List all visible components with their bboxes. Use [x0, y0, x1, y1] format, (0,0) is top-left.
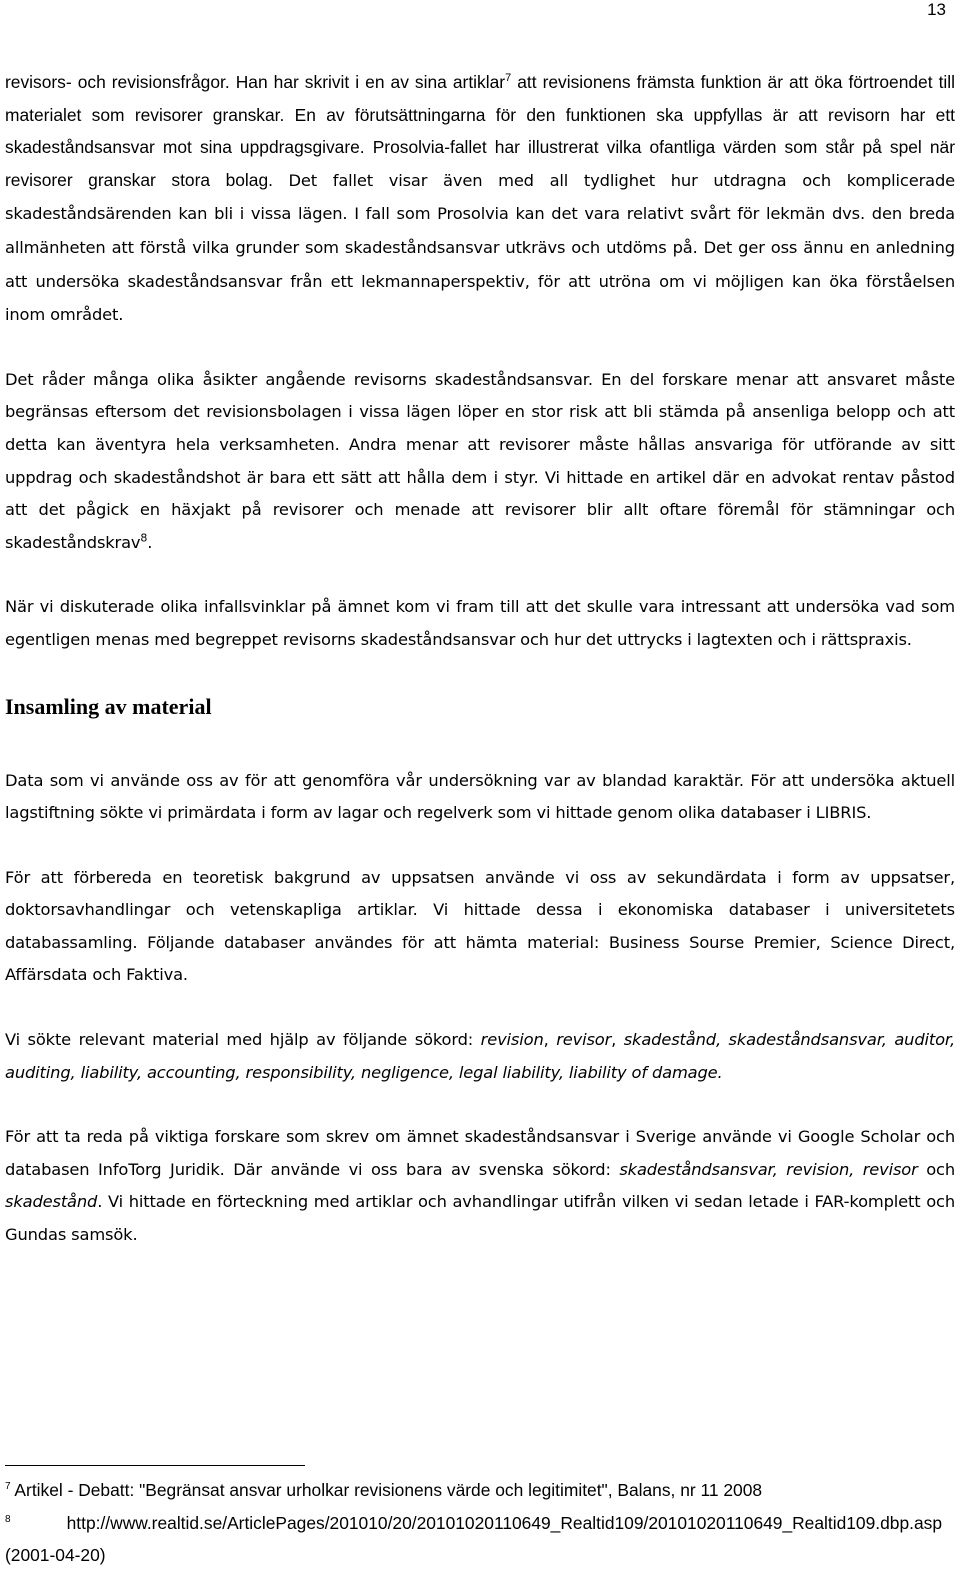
- document-body: [5, 66, 955, 1252]
- keyword-skadestand: skadestånd: [5, 1192, 98, 1212]
- paragraph-7-text-mid: och: [917, 1159, 956, 1179]
- keyword-list: skadestånd, skadeståndsansvar, auditor, auditing, liability, accounting, responsibility, negligence, legal liability, liability of damage.: [5, 1030, 955, 1082]
- swedish-keywords: skadeståndsansvar, revision, revisor: [619, 1159, 918, 1179]
- separator: ,: [543, 1030, 557, 1050]
- paragraph-4: Data som vi använde oss av för att genomföra vår undersökning var av blandad karaktär. För att undersöka aktuell lagstiftning sökte vi primärdata i form av lagar och regelverk som vi hittade genom olika databaser i LIBRIS.: [5, 770, 955, 823]
- page-number: 13: [927, 0, 946, 19]
- footnote-8: [5, 1507, 942, 1572]
- footnote-number: 7: [5, 1481, 11, 1493]
- paragraph-2: [5, 364, 955, 560]
- paragraph-7-text-b: . Vi hittade en förteckning med artiklar och avhandlingar utifrån vilken vi sedan letade i FAR-komplett och Gundas samsök.: [5, 1192, 955, 1245]
- keyword-revisor: revisor: [556, 1030, 612, 1050]
- footnote-text: http://www.realtid.se/ArticlePages/201010/20/20101020110649_Realtid109/20101020110649_Realtid109.dbp.asp (2001-04-20): [5, 1512, 942, 1566]
- paragraph-2-text-b: .: [147, 532, 153, 552]
- paragraph-6: [5, 1024, 955, 1089]
- footnote-7: [5, 1474, 942, 1507]
- paragraph-2-text-a: Det råder många olika åsikter angående revisorns skadeståndsansvar. En del forskare menar att ansvaret måste begränsas eftersom det revisionsbolagen i vissa lägen löper en stor risk att bli stämda på ansenliga belopp och att detta kan äventyra hela verksamheten. Andra menar att revisorer måste hållas ansvariga för utförande av sitt uppdrag och skadeståndshot är bara ett sätt att hålla dem i styr. Vi hittade en artikel där en advokat rentav påstod att det pågick en häxjakt på revisorer och menade att revisorer blir allt oftare föremål för stämningar och skadeståndskrav: [5, 369, 955, 552]
- footnote-separator: [5, 1465, 305, 1466]
- footnote-ref-7: 7: [505, 72, 512, 85]
- paragraph-5: För att förbereda en teoretisk bakgrund av uppsatsen använde vi oss av sekundärdata i form av uppsatser, doktorsavhandlingar och vetenskapliga artiklar. Vi hittade dessa i ekonomiska databaser i universitetets databassamling. Följande databaser användes för att hämta material: Business Sourse Premier, Science Direct, Affärsdata och Faktiva.: [5, 867, 955, 985]
- footnotes: [5, 1474, 942, 1572]
- paragraph-6-text: Vi sökte relevant material med hjälp av följande sökord:: [5, 1030, 481, 1050]
- paragraph-3: När vi diskuterade olika infallsvinklar på ämnet kom vi fram till att det skulle vara intressant att undersöka vad som egentligen menas med begreppet revisorns skadeståndsansvar och hur det uttrycks i lagtexten och i rättspraxis.: [5, 597, 955, 649]
- paragraph-1-text-b: att revisionens främsta funktion är att öka förtroendet till materialet som revisorer granskar. En av förutsättningarna för den funktionen ska uppfyllas är att revisorn har ett skadeståndsansvar mot sina uppdragsgivare. Prosolvia-fallet har illustrerat vilka ofantliga värden som står på spel när revisorer granskar stora bolag.: [5, 72, 956, 190]
- footnote-ref-8: 8: [140, 531, 148, 545]
- keyword-revision: revision: [480, 1030, 544, 1050]
- section-heading: Insamling av material: [5, 693, 212, 719]
- paragraph-7: [5, 1121, 955, 1251]
- paragraph-7-text-a: För att ta reda på viktiga forskare som skrev om ämnet skadeståndsansvar i Sverige använde vi Google Scholar och databasen InfoTorg Juridik. Där använde vi oss bara av svenska sökord:: [5, 1127, 955, 1179]
- paragraph-1-text-c: Det fallet visar även med all tydlighet hur utdragna och komplicerade skadeståndsärenden kan bli i vissa lägen. I fall som Prosolvia kan det vara relativt svårt för lekmän dvs. den breda allmänheten att förstå vilka grunder som skadeståndsansvar utkrävs och utdöms på. Det ger oss ännu en anledning att undersöka skadeståndsansvar från ett lekmannaperspektiv, för att utröna om vi möjligen kan öka förståelsen inom området.: [5, 170, 955, 325]
- separator: ,: [611, 1030, 624, 1050]
- footnote-number: 8: [5, 1513, 11, 1525]
- footnote-text: Artikel - Debatt: "Begränsat ansvar urholkar revisionens värde och legitimitet", Balans, nr 11 2008: [10, 1480, 763, 1500]
- paragraph-1: [5, 66, 955, 332]
- paragraph-1-text-a: revisors- och revisionsfrågor. Han har skrivit i en av sina artiklar: [5, 72, 506, 92]
